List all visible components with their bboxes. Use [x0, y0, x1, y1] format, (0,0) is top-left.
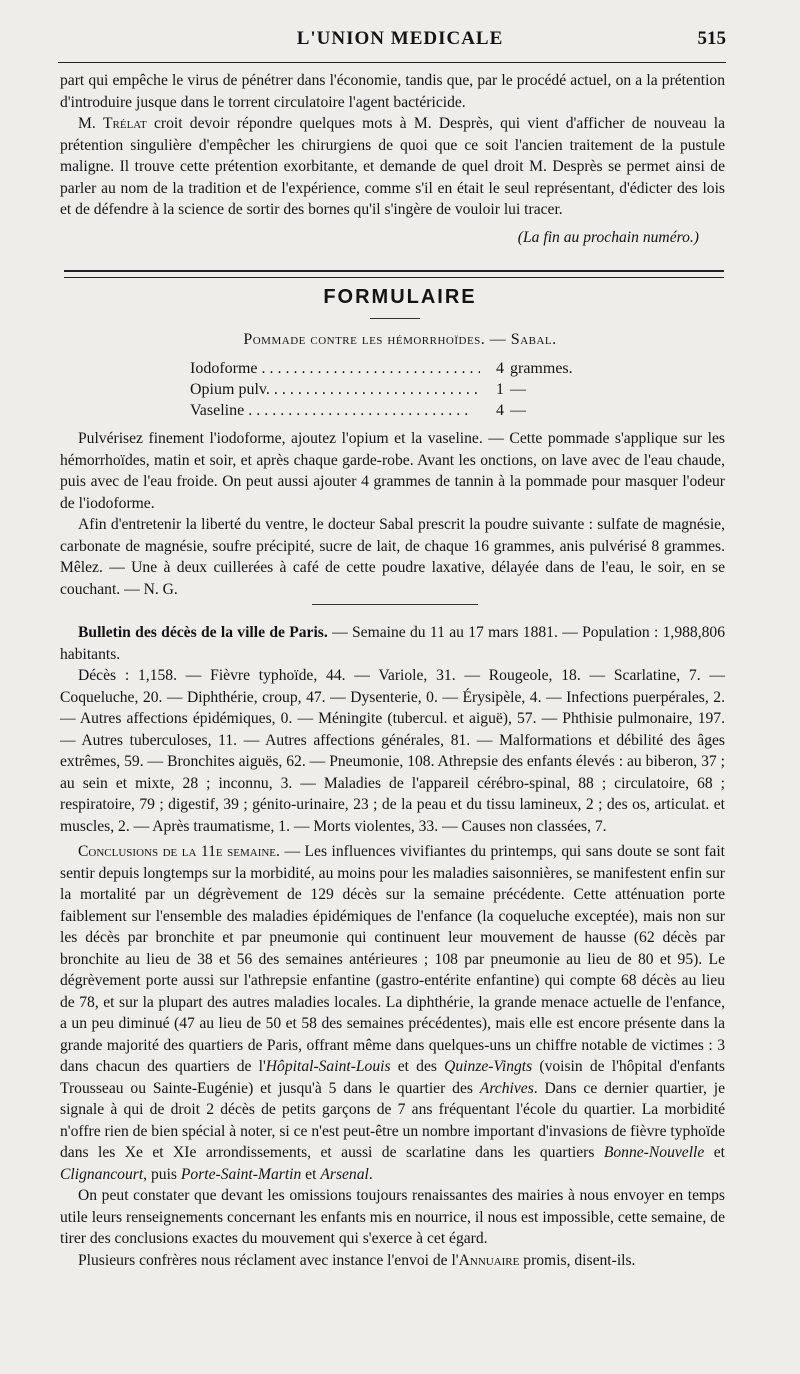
ingredient-qty: 4: [496, 402, 504, 419]
ingredient-unit: —: [510, 402, 526, 419]
ingredient-qty: 1: [496, 381, 504, 398]
conclusions-text: — Les influences vivifiantes du printemps, qui sans doute se sont fait sentir depuis longtemps sur la morbidité, au moins pour les maladies saisonnières, se manifestent enfin sur la mortalité par un dégrèvement de 129 décès sur la semaine précédente. Cette atténuation porte faiblement sur l'ensemble des maladies épidémiques de l'enfance (la coqueluche exceptée), mais non sur les décès par bronchite et par pneumonie qui continuent leur mouvement de hausse (62 décès par bronchite au lieu de 38 et 56 des semaines antérieures ; 108 par pneumonie au lieu de 80 et 95). Le dégrèvement porte aussi sur l'athrepsie enfantine (gastro-entérite enfantine) qui compte 68 décès au lieu de 78, et sur la plupart des autres maladies locales. La diphthérie, la grande menace actuelle de l'enfance, a un peu diminué (47 au lieu de 50 et 58 des semaines précédentes), mais elle est encore présente dans la grande majorité des quartiers de Paris, offrant même dans quelques-uns un chiffre notable de victimes : 3 dans chacun des quartiers de l': [60, 843, 726, 1075]
intro-paragraph-2: [60, 113, 725, 221]
intro-section: [60, 70, 725, 248]
p2-lead: M.: [78, 115, 103, 132]
quarter-name: Arsenal: [320, 1165, 369, 1183]
p2-rest: croit devoir répondre quelques mots à M. Desprès, qui vient d'afficher de nouveau la prétention singulière d'empêcher les chirurgiens de quoi que ce soit l'ancien traitement de la pustule maligne. Il trouve cette prétention exorbitante, et demande de quel droit M. Desprès se permet ainsi de parler au nom de la tradition et de l'expérience, comme s'il en était le seul représentant, d'édicter des lois et de défendre à la science de sortir des bornes qu'il s'ingère de vouloir lui tracer.: [60, 115, 725, 218]
to-be-continued-note: (La fin au prochain numéro.): [517, 228, 699, 246]
ingredient-row: [190, 400, 573, 421]
conclusions-text: et des: [390, 1058, 445, 1075]
annuaire-word: Annuaire: [458, 1251, 520, 1269]
omissions-paragraph: On peut constater que devant les omissions toujours renaissantes des mairies à nous envoyer en temps utile leurs renseignements concernant les enfants mis en nourrice, il nous est impossible, cette semaine, de tirer des conclusions exactes du mouvement qui s'exerce à cet égard.: [60, 1187, 725, 1247]
quarter-name: Porte-Saint-Martin: [180, 1165, 302, 1183]
ingredient-unit: —: [510, 381, 526, 398]
page-number: 515: [697, 28, 726, 49]
last-lead: Plusieurs confrères nous réclament avec instance l'envoi de l': [78, 1251, 459, 1269]
deces-paragraph: Décès : 1,158. — Fièvre typhoïde, 44. — Variole, 31. — Rougeole, 18. — Scarlatine, 7. — Coqueluche, 20. — Diphthérie, croup, 47. — Dysenterie, 0. — Érysipèle, 4. — Infections puerpérales, 2. — Autres affections épidémiques, 0. — Méningite (tubercul. et aiguë), 57. — Phthisie pulmonaire, 197. — Autres tuberculoses, 11. — Autres affections générales, 81. — Malformations et débilité des âges extrêmes, 59. — Bronchites aiguës, 62. — Pneumonie, 108. Athrepsie des enfants élevés : au biberon, 37 ; au sein et mixte, 28 ; inconnu, 3. — Maladies de l'appareil cérébro-spinal, 88 ; circulatoire, 68 ; respiratoire, 79 ; digestif, 39 ; génito-urinaire, 23 ; de la peau et du tissu lamineux, 2 ; des os, articulat. et muscles, 2. — Après traumatisme, 1. — Morts violentes, 33. — Causes non classées, 7.: [60, 667, 725, 835]
running-title: L'UNION MEDICALE: [296, 28, 504, 49]
title-underline: [370, 318, 420, 319]
quarter-name: Quinze-Vingts: [444, 1058, 533, 1075]
last-rest: promis, disent-ils.: [519, 1251, 636, 1269]
ingredient-name: Opium pulv. . . .: [190, 379, 480, 400]
last-paragraph: [60, 1250, 725, 1272]
bulletin-section: [60, 622, 725, 1271]
conclusions-text: et: [301, 1165, 321, 1183]
conclusions-paragraph: [60, 841, 725, 1185]
ingredients-list: [190, 358, 573, 421]
ingredient-name: Vaseline . . .: [190, 400, 480, 421]
bulletin-heading-rest: — Semaine du 11 au 17 mars 1881. — Population : 1,988,806 habitants.: [60, 624, 726, 663]
conclusions-text: .: [368, 1165, 373, 1183]
conclusions-text: et: [704, 1144, 725, 1161]
ingredient-row: [190, 358, 573, 379]
formulaire-body: [60, 428, 725, 600]
conclusions-text: (voisin de l'hôpital d'enfants Trousseau ou Sainte-Eugénie) et jusqu'à 5 dans le quartier des: [60, 1058, 726, 1097]
ingredient-row: [190, 379, 573, 400]
bulletin-heading-paragraph: [60, 622, 725, 665]
formulaire-paragraph-2: Afin d'entretenir la liberté du ventre, le docteur Sabal prescrit la poudre suivante : sulfate de magnésie, carbonate de magnésie, soufre précipité, sucre de lait, de chaque 16 grammes, anis pulvérisé 8 grammes. Mêlez. — Une à deux cuillerées à café de cette poudre laxative, délayée dans de l'eau, le soir, en se couchant. — N. G.: [60, 516, 725, 598]
trelat-name: Trélat: [103, 115, 147, 132]
section-separator: [312, 604, 478, 605]
header-rule: [58, 62, 726, 63]
ingredient-unit: grammes.: [510, 360, 573, 377]
quarter-name: Hôpital-Saint-Louis: [265, 1058, 391, 1075]
quarter-name: Clignancourt: [60, 1165, 144, 1183]
conclusions-text: , puis: [143, 1165, 181, 1183]
ingredient-qty: 4: [496, 360, 504, 377]
intro-paragraph-1: part qui empêche le virus de pénétrer dans l'économie, tandis que, par le procédé actuel, on a la prétention d'introduire jusque dans le torrent circulatoire l'agent bactéricide.: [60, 72, 725, 111]
formulaire-paragraph-1: Pulvérisez finement l'iodoforme, ajoutez l'opium et la vaseline. — Cette pommade s'applique sur les hémorrhoïdes, matin et soir, et après chaque garde-robe. Avant les onctions, on lave avec de l'eau chaude, puis avec de l'eau froide. On peut aussi ajouter 4 grammes de tannin à la pommade pour masquer l'odeur de l'iodoforme.: [60, 430, 725, 512]
quarter-name: Bonne-Nouvelle: [603, 1144, 705, 1161]
section-divider: [64, 270, 724, 278]
bulletin-heading: Bulletin des décès de la ville de Paris.: [78, 624, 328, 641]
page-header: [60, 28, 740, 58]
conclusions-label: Conclusions de la 11e semaine.: [78, 843, 280, 860]
quarter-name: Archives: [479, 1079, 534, 1097]
ingredient-name: Iodoforme . . .: [190, 358, 480, 379]
conclusions-text: . Dans ce dernier quartier, je signale à qui de droit 2 décès de petits garçons de 7 ans fréquentant l'école du quartier. La morbidité n'offre rien de bien spécial à noter, si ce n'est peut-être un nombre important d'invasions de fièvre typhoïde dans les Xe et XIe arrondissements, et aussi de scarlatine dans les quartiers: [60, 1079, 725, 1161]
recipe-title: Pommade contre les hémorrhoïdes. — Sabal.: [243, 331, 557, 348]
formulaire-title: FORMULAIRE: [323, 286, 477, 308]
